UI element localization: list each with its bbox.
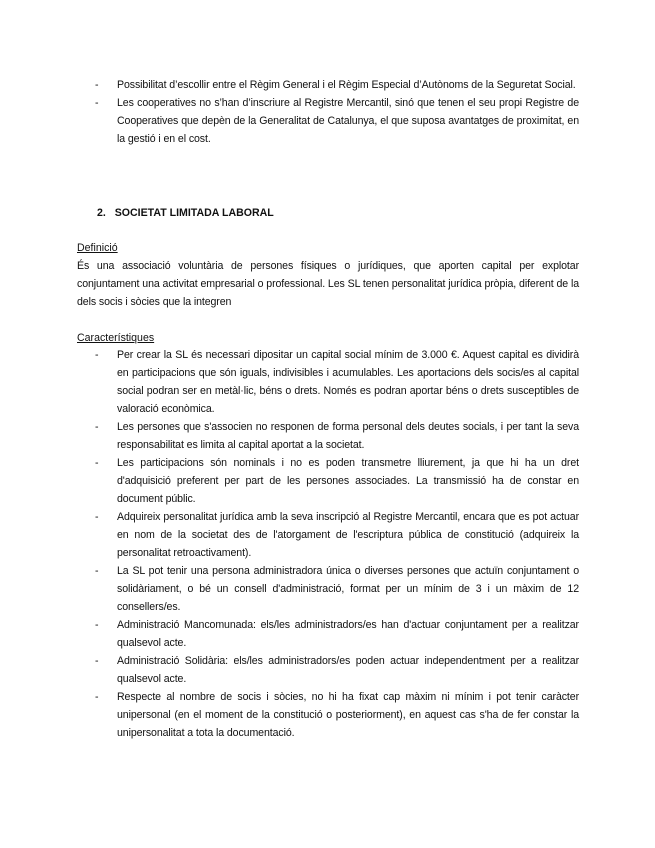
list-item-text: Administració Solidària: els/les administradors/es poden actuar independentment per a realitzar qualsevol acte. (117, 655, 579, 685)
list-item (95, 688, 579, 742)
list-item-text: Per crear la SL és necessari dipositar un capital social mínim de 3.000 €. Aquest capital es dividirà en participacions que són iguals, indivisibles i acumulables. Les aportacions dels socis/es al capital social podran ser en metàl·lic, béns o drets. Només es podran aportar béns o drets susceptibles de valoració econòmica. (117, 349, 579, 415)
bullet-dash: - (95, 79, 99, 91)
list-item-text: Les participacions són nominals i no es poden transmetre lliurement, ja que hi ha un dret d'adquisició preferent per part de les persones associades. La transmissió ha de constar en document públic. (117, 457, 579, 505)
list-item (95, 454, 579, 508)
list-item-text: La SL pot tenir una persona administradora única o diverses persones que actuïn conjuntament o solidàriament, o bé un consell d'administració, format per un mínim de 3 i un màxim de 12 consellers/es. (117, 565, 579, 613)
section-heading (97, 204, 274, 222)
definition-label: Definició (77, 242, 118, 254)
list-item (95, 94, 579, 148)
list-item-text: Possibilitat d’escollir entre el Règim General i el Règim Especial d’Autònoms de la Seguretat Social. (117, 79, 576, 91)
characteristics-label: Característiques (77, 332, 155, 344)
section-title: SOCIETAT LIMITADA LABORAL (114, 207, 274, 219)
list-item-text: Adquireix personalitat jurídica amb la seva inscripció al Registre Mercantil, encara que es pot actuar en nom de la societat des de l'atorgament de l'escriptura pública de constitució (adquireix la personalitat retroactivament). (117, 511, 579, 559)
list-item (95, 508, 579, 562)
bullet-dash: - (95, 655, 99, 667)
bullet-dash: - (95, 691, 99, 703)
bullet-dash: - (95, 421, 99, 433)
list-item-text: Administració Mancomunada: els/les administradors/es han d'actuar conjuntament per a realitzar qualsevol acte. (117, 619, 579, 649)
list-item (95, 616, 579, 652)
bullet-dash: - (95, 349, 99, 361)
list-item (95, 418, 579, 454)
list-item-text: Les cooperatives no s’han d’inscriure al Registre Mercantil, sinó que tenen el seu propi Registre de Cooperatives que depèn de la Generalitat de Catalunya, el que suposa avantatges de proximitat, en la gestió i en el cost. (117, 97, 579, 145)
bullet-dash: - (95, 97, 99, 109)
section-number: 2. (97, 207, 106, 219)
list-item-text: Les persones que s'associen no responen de forma personal dels deutes socials, i per tant la seva responsabilitat es limita al capital aportat a la societat. (117, 421, 579, 451)
list-item (95, 76, 579, 94)
definition-paragraph: És una associació voluntària de persones físiques o jurídiques, que aporten capital per explotar conjuntament una activitat empresarial o professional. Les SL tenen personalitat jurídica pròpia, diferent de la dels socis i sòcies que la integren (77, 260, 579, 308)
list-item (95, 346, 579, 418)
cooperative-bullet-list (95, 76, 579, 148)
bullet-dash: - (95, 565, 99, 577)
bullet-dash: - (95, 619, 99, 631)
list-item (95, 562, 579, 616)
bullet-dash: - (95, 511, 99, 523)
characteristics-bullet-list (95, 346, 579, 742)
list-item-text: Respecte al nombre de socis i sòcies, no hi ha fixat cap màxim ni mínim i pot tenir caràcter unipersonal (en el moment de la constitució o posteriorment), en aquest cas s'ha de fer constar la unipersonalitat a tota la documentació. (117, 691, 579, 739)
bullet-dash: - (95, 457, 99, 469)
list-item (95, 652, 579, 688)
